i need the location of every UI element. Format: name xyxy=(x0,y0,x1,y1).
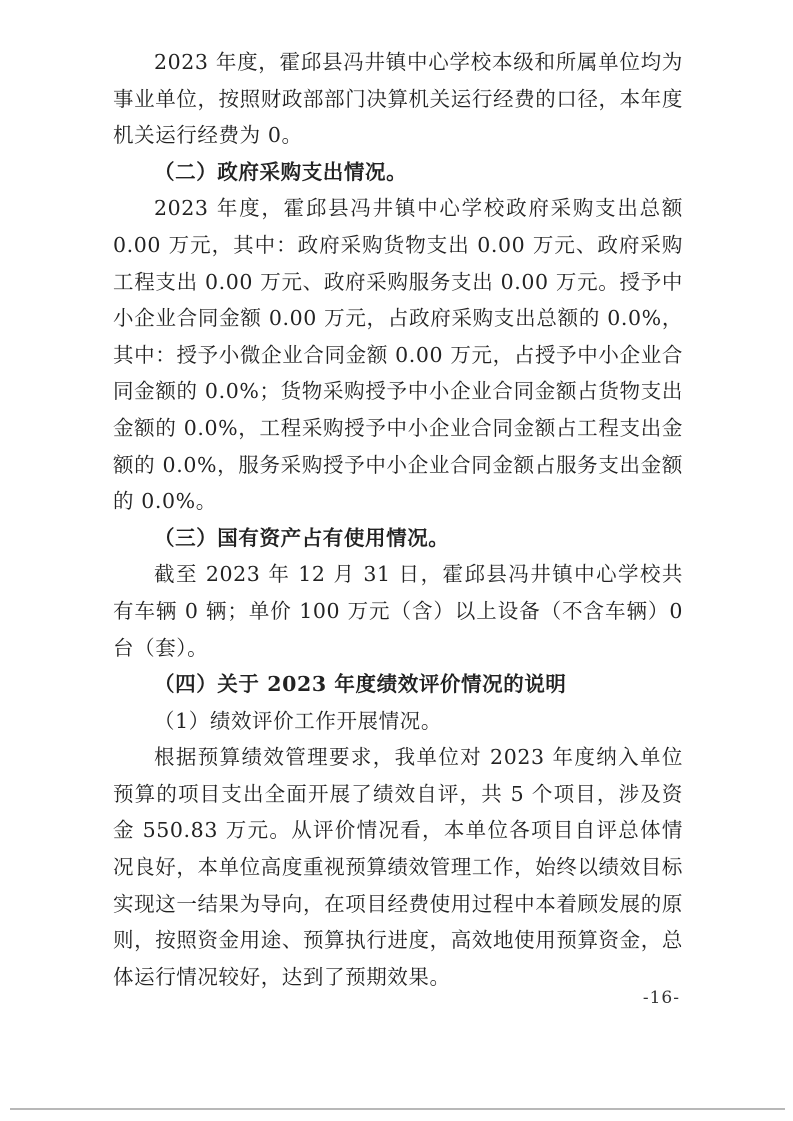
heading-performance-evaluation: （四）关于 2023 年度绩效评价情况的说明 xyxy=(154,672,567,697)
paragraph-state-assets: 截至 2023 年 12 月 31 日，霍邱县冯井镇中心学校共有车辆 0 辆；单价 100 万元（含）以上设备（不含车辆）0 台（套）。 xyxy=(113,562,683,660)
paragraph-government-procurement: 2023 年度，霍邱县冯井镇中心学校政府采购支出总额 0.00 万元，其中：政府采购货物支出 0.00 万元、政府采购工程支出 0.00 万元、政府采购服务支出 0.00 万元。授予中小企业合同金额 0.00 万元，占政府采购支出总额的 0.0%，其中：授予小微企业合同金额 0.00 万元，占授予中小企业合同金额的 0.0%；货物采购授予中小企业合同金额占货物支出金额的 0.0%，工程采购授予中小企业合同金额占工程支出金额的 0.0%，服务采购授予中小企业合同金额占服务支出金额的 0.0%。 xyxy=(113,196,683,514)
heading-government-procurement: （二）政府采购支出情况。 xyxy=(154,159,408,184)
document-body xyxy=(113,44,683,995)
subheading-evaluation-work: （1）绩效评价工作开展情况。 xyxy=(154,708,442,733)
page-number: -16- xyxy=(642,988,680,1008)
paragraph-evaluation-work: 根据预算绩效管理要求，我单位对 2023 年度纳入单位预算的项目支出全面开展了绩效自评，共 5 个项目，涉及资金 550.83 万元。从评价情况看，本单位各项目自评总体情况良好，本单位高度重视预算绩效管理工作，始终以绩效目标实现这一结果为导向，在项目经费使用过程中本着顾发展的原则，按照资金用途、预算执行进度，高效地使用预算资金，总体运行情况较好，达到了预期效果。 xyxy=(113,745,683,989)
paragraph-operating-expenses: 2023 年度，霍邱县冯井镇中心学校本级和所属单位均为事业单位，按照财政部部门决算机关运行经费的口径，本年度机关运行经费为 0。 xyxy=(113,50,683,148)
heading-state-assets: （三）国有资产占有使用情况。 xyxy=(154,525,450,550)
bottom-divider xyxy=(10,1108,785,1110)
